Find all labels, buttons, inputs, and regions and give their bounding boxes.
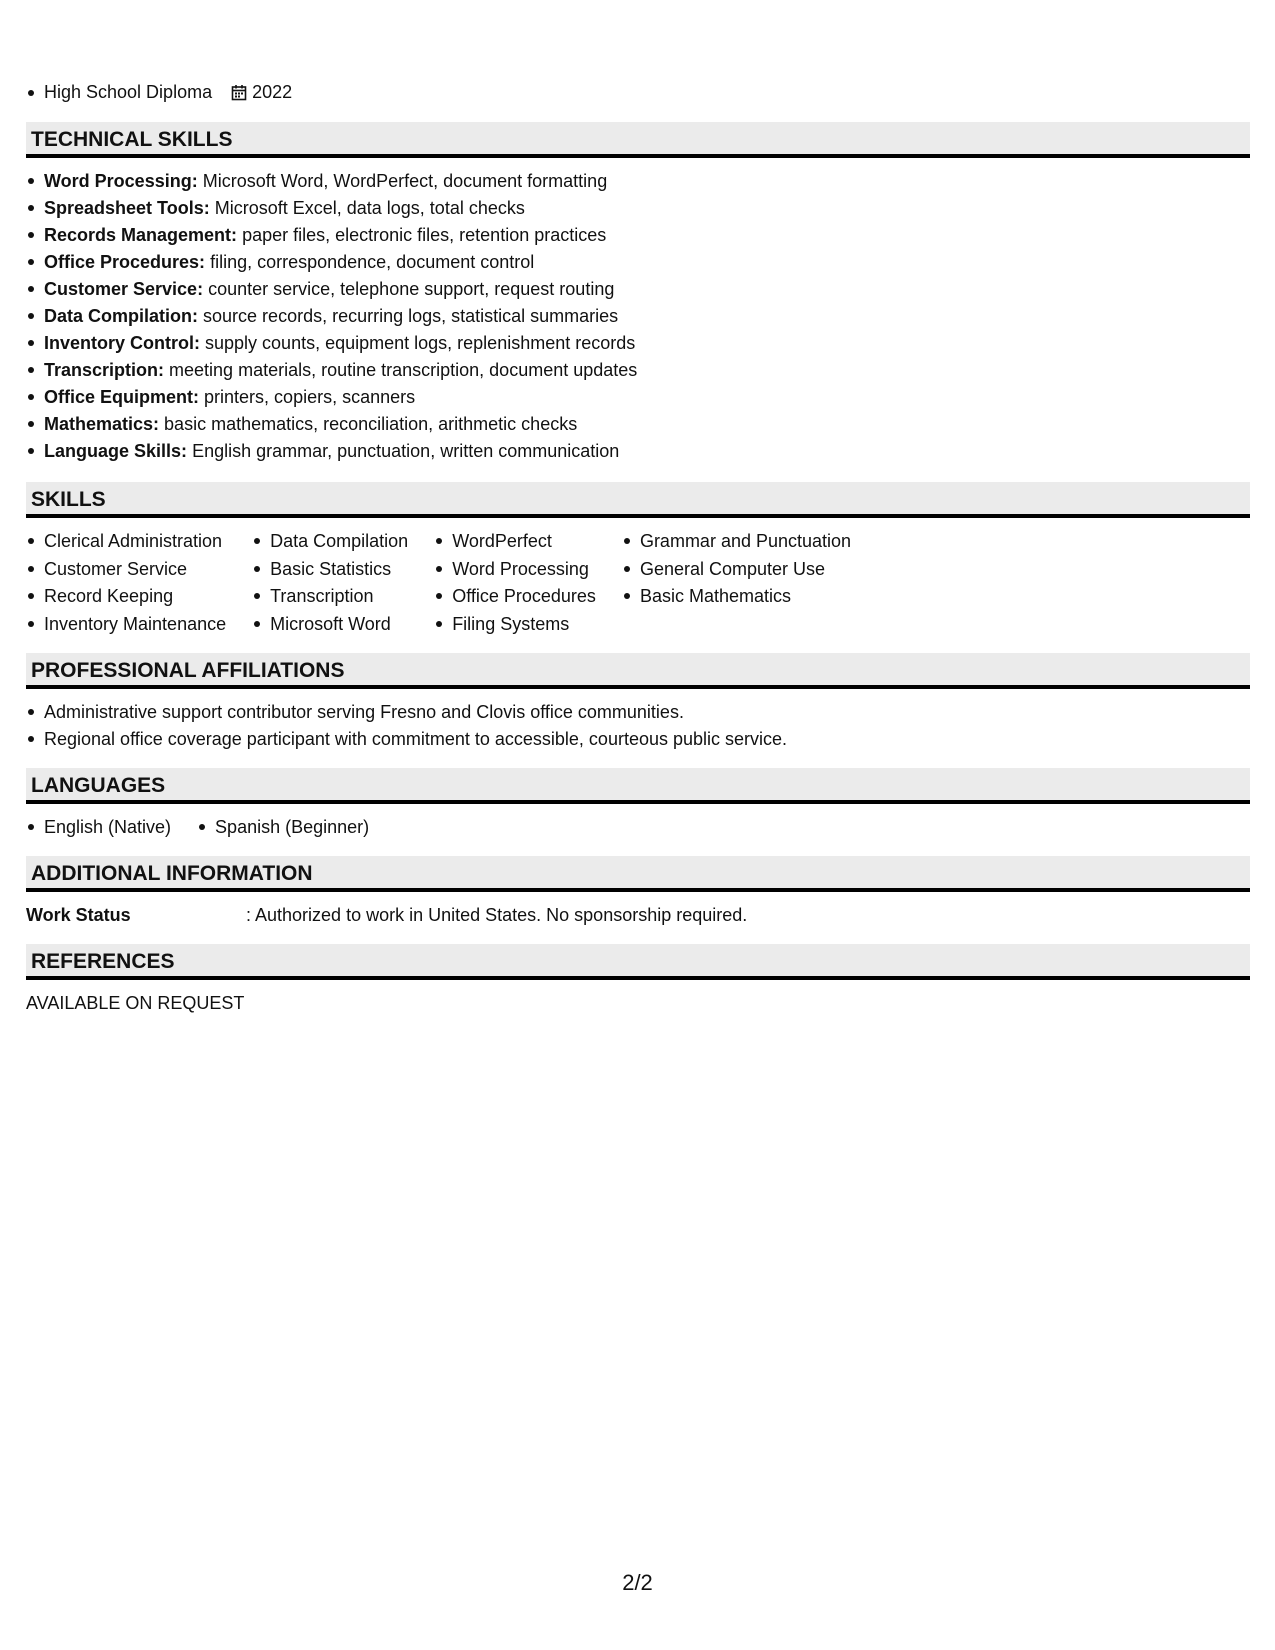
technical-skill-name: Mathematics: xyxy=(44,414,160,434)
references-heading: REFERENCES xyxy=(26,944,1250,980)
technical-skill-item xyxy=(26,195,637,222)
technical-skill-name: Office Procedures: xyxy=(44,252,206,272)
education-list xyxy=(26,80,292,107)
skill-item: Microsoft Word xyxy=(252,611,408,639)
technical-skill-detail: source records, recurring logs, statistical summaries xyxy=(203,306,619,326)
skills-grid xyxy=(26,528,877,638)
skill-item: Transcription xyxy=(252,583,408,611)
work-status-label: Work Status xyxy=(26,905,131,925)
affiliations-heading: PROFESSIONAL AFFILIATIONS xyxy=(26,653,1250,689)
technical-skill-item xyxy=(26,249,637,276)
technical-skill-item xyxy=(26,438,637,465)
technical-skill-item xyxy=(26,222,637,249)
education-item xyxy=(26,80,292,107)
affiliation-item: Administrative support contributor serving Fresno and Clovis office communities. xyxy=(26,699,787,726)
skills-column xyxy=(252,528,408,638)
technical-skill-name: Customer Service: xyxy=(44,279,204,299)
additional-info-heading: ADDITIONAL INFORMATION xyxy=(26,856,1250,892)
technical-skills-list xyxy=(26,168,637,465)
technical-skill-item xyxy=(26,411,637,438)
skill-item: Word Processing xyxy=(434,556,596,584)
calendar-icon xyxy=(231,83,247,107)
technical-skill-detail: basic mathematics, reconciliation, arithmetic checks xyxy=(164,414,578,434)
technical-skill-detail: printers, copiers, scanners xyxy=(204,387,416,407)
technical-skill-name: Inventory Control: xyxy=(44,333,200,353)
affiliation-item: Regional office coverage participant with commitment to accessible, courteous public service. xyxy=(26,726,787,753)
affiliations-list xyxy=(26,699,787,753)
skills-column xyxy=(434,528,596,638)
skill-item: Grammar and Punctuation xyxy=(622,528,851,556)
technical-skills-heading: TECHNICAL SKILLS xyxy=(26,122,1250,158)
work-status-row xyxy=(26,903,747,927)
technical-skill-detail: English grammar, punctuation, written communication xyxy=(192,441,620,461)
page-number: 2/2 xyxy=(622,1570,653,1595)
technical-skill-item xyxy=(26,303,637,330)
education-degree: High School Diploma xyxy=(44,82,213,102)
skill-item: Basic Statistics xyxy=(252,556,408,584)
technical-skill-name: Records Management: xyxy=(44,225,238,245)
skill-item: Data Compilation xyxy=(252,528,408,556)
skill-item: Customer Service xyxy=(26,556,226,584)
technical-skill-name: Spreadsheet Tools: xyxy=(44,198,210,218)
skill-item: Inventory Maintenance xyxy=(26,611,226,639)
skill-item: Record Keeping xyxy=(26,583,226,611)
skill-item: WordPerfect xyxy=(434,528,596,556)
work-status-value: : Authorized to work in United States. No sponsorship required. xyxy=(246,905,748,925)
skill-item: General Computer Use xyxy=(622,556,851,584)
skill-item: Filing Systems xyxy=(434,611,596,639)
technical-skill-name: Word Processing: xyxy=(44,171,198,191)
technical-skill-item xyxy=(26,384,637,411)
technical-skill-item xyxy=(26,330,637,357)
technical-skill-detail: paper files, electronic files, retention practices xyxy=(242,225,607,245)
technical-skill-detail: meeting materials, routine transcription, document updates xyxy=(169,360,638,380)
skills-heading: SKILLS xyxy=(26,482,1250,518)
skills-column xyxy=(26,528,226,638)
technical-skill-name: Data Compilation: xyxy=(44,306,199,326)
language-item: Spanish (Beginner) xyxy=(197,814,369,841)
technical-skill-name: Transcription: xyxy=(44,360,165,380)
technical-skill-item xyxy=(26,276,637,303)
language-item: English (Native) xyxy=(26,814,171,841)
technical-skill-detail: Microsoft Excel, data logs, total checks xyxy=(214,198,525,218)
technical-skill-detail: Microsoft Word, WordPerfect, document formatting xyxy=(202,171,608,191)
education-year: 2022 xyxy=(252,82,293,102)
technical-skill-detail: counter service, telephone support, request routing xyxy=(208,279,615,299)
languages-list xyxy=(26,814,395,841)
skill-item: Office Procedures xyxy=(434,583,596,611)
technical-skill-detail: supply counts, equipment logs, replenishment records xyxy=(205,333,636,353)
skills-column xyxy=(622,528,851,638)
languages-heading: LANGUAGES xyxy=(26,768,1250,804)
technical-skill-name: Office Equipment: xyxy=(44,387,200,407)
technical-skill-item xyxy=(26,357,637,384)
references-text: AVAILABLE ON REQUEST xyxy=(26,993,245,1013)
technical-skill-detail: filing, correspondence, document control xyxy=(210,252,535,272)
skill-item: Basic Mathematics xyxy=(622,583,851,611)
technical-skill-name: Language Skills: xyxy=(44,441,188,461)
technical-skill-item xyxy=(26,168,637,195)
skill-item: Clerical Administration xyxy=(26,528,226,556)
